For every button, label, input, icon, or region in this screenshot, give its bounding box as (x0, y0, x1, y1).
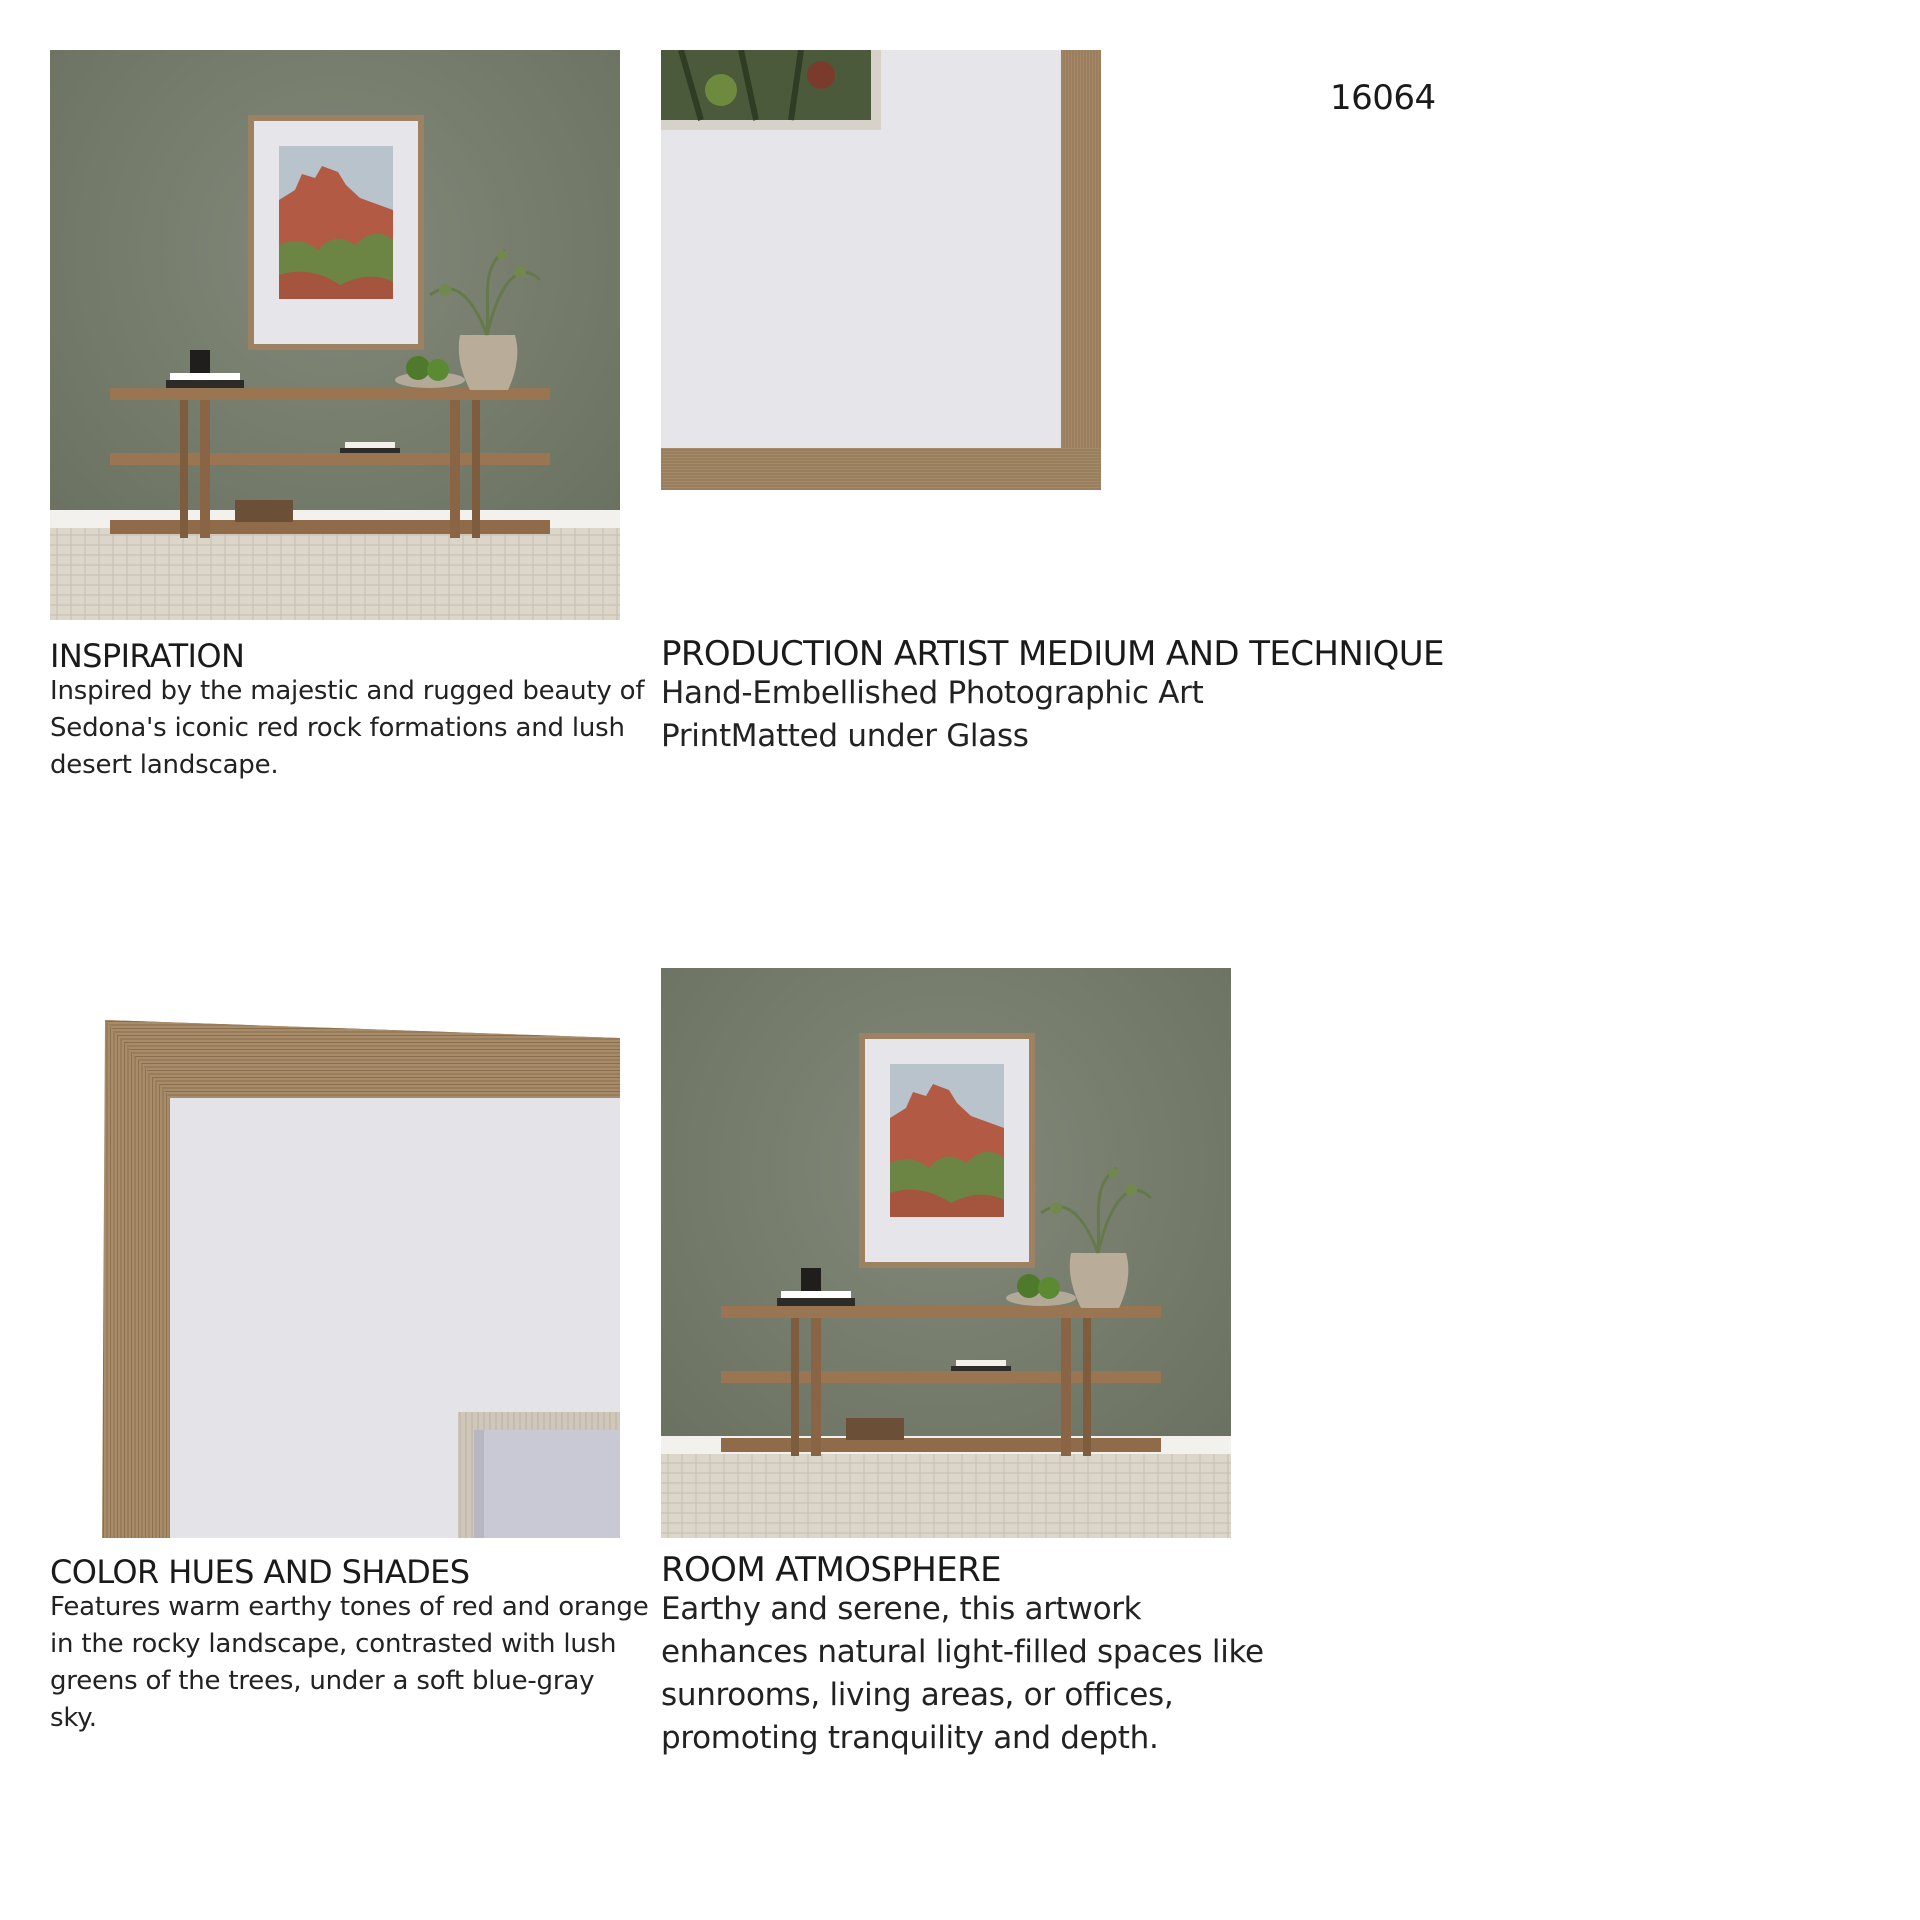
atmosphere-text (661, 1588, 1264, 1760)
atmosphere-heading: ROOM ATMOSPHERE (661, 1550, 1002, 1590)
production-text (661, 672, 1204, 758)
color-heading: COLOR HUES AND SHADES (50, 1553, 470, 1591)
product-code: 16064 (1330, 78, 1436, 118)
color-line-1: Features warm earthy tones of red and orange (50, 1592, 649, 1622)
inspiration-line-1: Inspired by the majestic and rugged beauty of (50, 676, 645, 706)
color-text (50, 1589, 649, 1737)
inspiration-line-2: Sedona's iconic red rock formations and lush (50, 713, 625, 743)
inspiration-heading: INSPIRATION (50, 637, 245, 675)
frame-corner-illustration (661, 50, 1101, 490)
color-line-2: in the rocky landscape, contrasted with lush (50, 1629, 617, 1659)
inspiration-line-3: desert landscape. (50, 750, 279, 780)
room-scene-illustration (50, 50, 620, 620)
production-line-2: PrintMatted under Glass (661, 718, 1029, 754)
atmosphere-line-3: sunrooms, living areas, or offices, (661, 1677, 1174, 1713)
inspiration-text (50, 673, 644, 784)
atmosphere-line-1: Earthy and serene, this artwork (661, 1591, 1142, 1627)
room-scene-photo-bottom (661, 968, 1231, 1538)
room-scene-photo-top (50, 50, 620, 620)
frame-texture-closeup-photo (50, 968, 620, 1538)
atmosphere-line-4: promoting tranquility and depth. (661, 1720, 1159, 1756)
production-heading: PRODUCTION ARTIST MEDIUM AND TECHNIQUE (661, 634, 1444, 674)
production-line-1: Hand-Embellished Photographic Art (661, 675, 1204, 711)
color-line-3: greens of the trees, under a soft blue-gray (50, 1666, 595, 1696)
color-line-4: sky. (50, 1703, 97, 1733)
frame-corner-closeup-photo (661, 50, 1101, 490)
frame-texture-illustration (50, 968, 620, 1538)
room-scene-illustration-2 (661, 968, 1231, 1538)
atmosphere-line-2: enhances natural light-filled spaces like (661, 1634, 1264, 1670)
